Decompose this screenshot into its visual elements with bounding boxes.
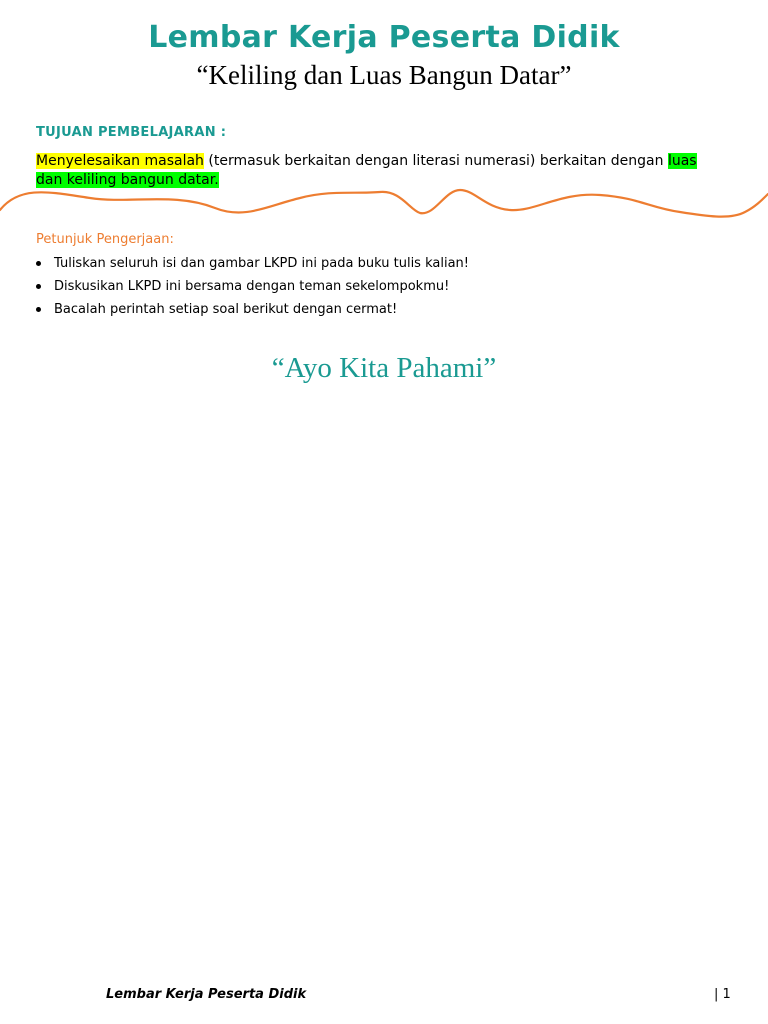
footer-title: Lembar Kerja Peserta Didik — [106, 987, 307, 1002]
bullet-icon — [36, 284, 41, 289]
objective-middle-text: (termasuk berkaitan dengan literasi numerasi) berkaitan dengan — [203, 153, 668, 169]
objective-highlight-yellow: Menyelesaikan masalah — [36, 153, 204, 169]
instructions-list — [36, 252, 469, 321]
document-title: Lembar Kerja Peserta Didik — [148, 20, 620, 55]
objective-highlight-green: luas dan keliling bangun datar. — [36, 153, 697, 188]
instructions-heading: Petunjuk Pengerjaan: — [36, 232, 174, 247]
wave-divider — [0, 180, 768, 225]
document-subtitle: “Keliling dan Luas Bangun Datar” — [196, 60, 572, 90]
objective-heading: TUJUAN PEMBELAJARAN : — [36, 125, 227, 140]
instruction-text: Tuliskan seluruh isi dan gambar LKPD ini pada buku tulis kalian! — [54, 256, 469, 271]
bullet-icon — [36, 261, 41, 266]
section-title-ayo-kita-pahami: “Ayo Kita Pahami” — [271, 352, 497, 384]
instruction-item — [36, 275, 469, 298]
instruction-text: Diskusikan LKPD ini bersama dengan teman sekelompokmu! — [54, 279, 450, 294]
instruction-item — [36, 252, 469, 275]
instruction-item — [36, 298, 469, 321]
page-number: | 1 — [714, 987, 731, 1002]
bullet-icon — [36, 307, 41, 312]
instruction-text: Bacalah perintah setiap soal berikut dengan cermat! — [54, 302, 398, 317]
